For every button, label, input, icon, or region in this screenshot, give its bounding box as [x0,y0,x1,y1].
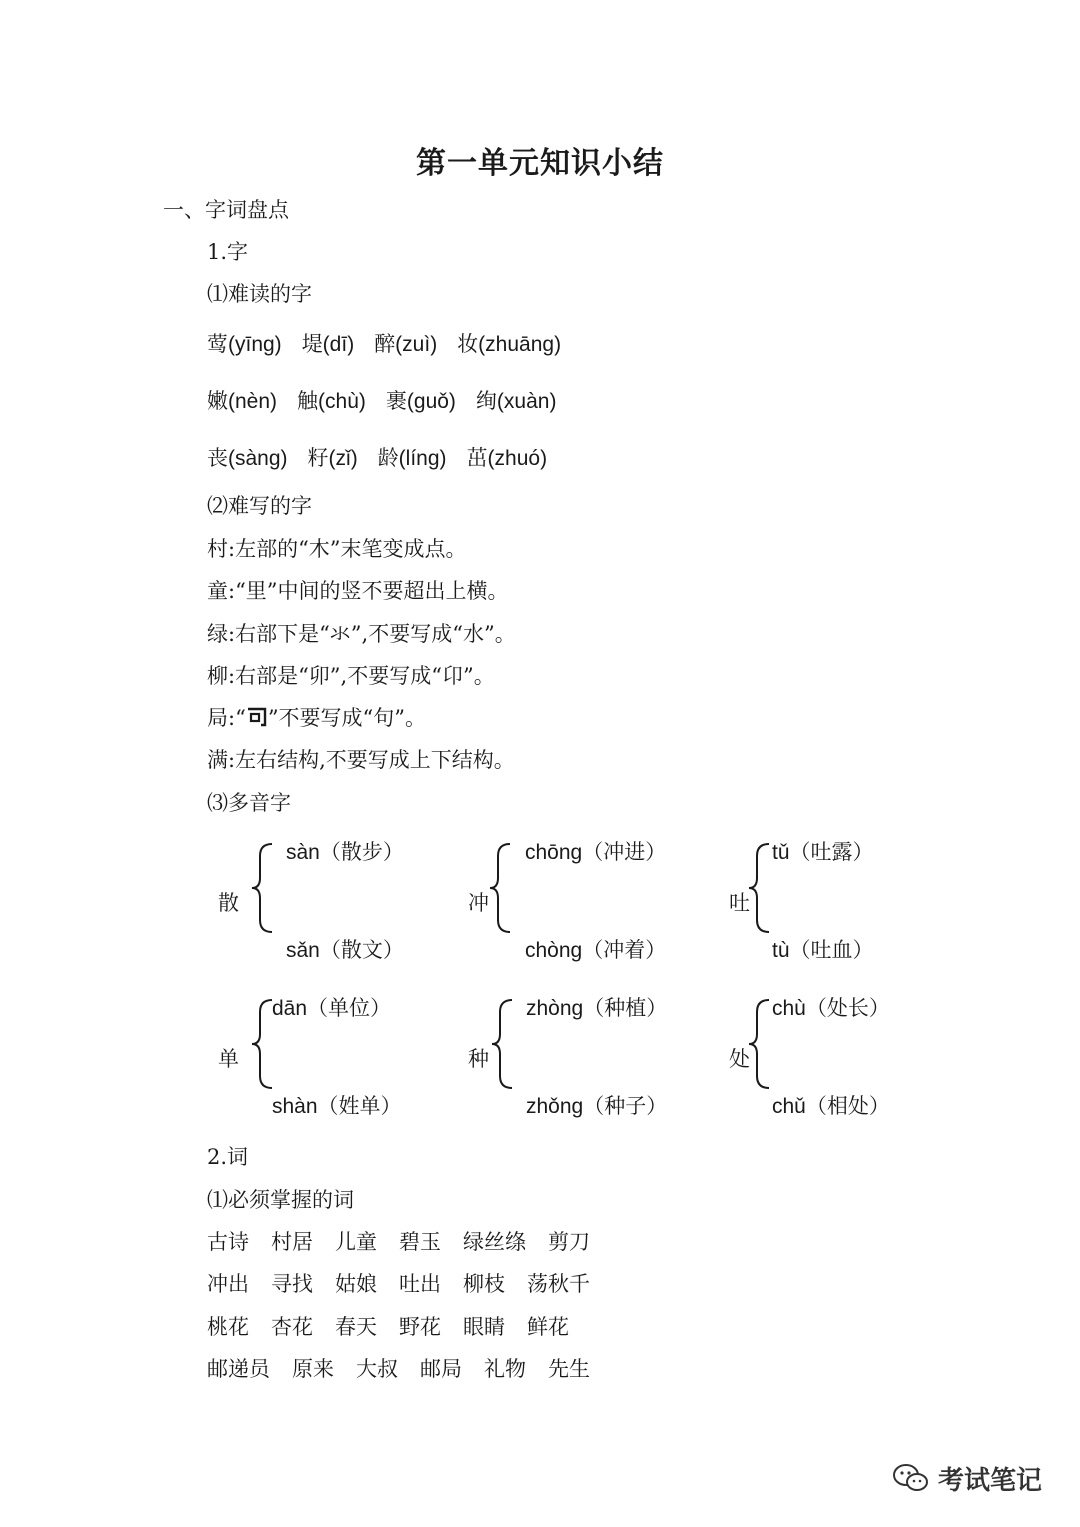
special-glyph-icon [246,706,268,728]
hard-write-line: 童:“里”中间的竖不要超出上横。 [207,579,509,603]
reading-bottom: shàn（姓单） [272,1095,402,1118]
word-item: 眼睛 [463,1315,505,1339]
word-item: 村居 [271,1230,313,1254]
pinyin-item: 莺(yīng) [207,333,282,356]
polyphone-char: 种 [468,1047,489,1071]
word-item: 春天 [335,1315,377,1339]
section-heading-words: 一、字词盘点 [163,198,289,222]
wechat-icon [892,1462,930,1494]
hard-write-line: 柳:右部是“卯”,不要写成“卬”。 [207,664,495,688]
word-item: 冲出 [207,1272,249,1296]
polyphone-char: 散 [218,891,239,915]
polyphone-char: 冲 [468,891,489,915]
pinyin-item: 绚(xuàn) [475,390,557,413]
polyphone-group [218,838,458,978]
hard-read-heading: ⑴难读的字 [207,282,312,306]
polyphone-heading: ⑶多音字 [207,791,291,815]
word-item: 姑娘 [335,1272,377,1296]
pinyin-item: 龄(líng) [377,447,447,470]
watermark-text: 考试笔记 [938,1465,1043,1496]
polyphone-group [468,994,708,1134]
hard-write-line: 村:左部的“木”末笔变成点。 [207,537,467,561]
pinyin-item: 茁(zhuó) [466,447,548,470]
pinyin-item: 丧(sàng) [207,447,288,470]
ju-glyph [246,706,268,728]
word-item: 大叔 [356,1357,398,1381]
subheading-words: 2.词 [207,1145,249,1169]
pinyin-item: 籽(zǐ) [307,447,358,470]
polyphone-group [468,838,708,978]
word-item: 荡秋千 [527,1272,590,1296]
polyphone-char: 处 [729,1047,750,1071]
word-item: 碧玉 [399,1230,441,1254]
word-item: 儿童 [335,1230,377,1254]
reading-bottom: zhǒng（种子） [526,1095,668,1118]
word-item: 桃花 [207,1315,249,1339]
polyphone-char: 吐 [729,891,750,915]
ju-prefix: 局:“ [207,706,246,730]
word-item: 先生 [548,1357,590,1381]
reading-top: tǔ（吐露） [772,841,874,864]
reading-top: chù（处长） [772,997,890,1020]
reading-top: chōng（冲进） [525,841,667,864]
reading-bottom: sǎn（散文） [286,939,404,962]
word-item: 古诗 [207,1230,249,1254]
word-row [207,1312,591,1342]
hard-write-line: 满:左右结构,不要写成上下结构。 [207,748,515,772]
word-item: 邮局 [420,1357,462,1381]
word-item: 邮递员 [207,1357,270,1381]
polyphone-group [218,994,458,1134]
word-item: 寻找 [271,1272,313,1296]
page-title: 第一单元知识小结 [416,146,664,181]
reading-top: zhòng（种植） [526,997,668,1020]
hard-read-row [207,443,567,474]
word-item: 鲜花 [527,1315,569,1339]
watermark [892,1458,1042,1498]
polyphone-char: 单 [218,1047,239,1071]
pinyin-item: 触(chù) [297,390,366,413]
hard-write-line-ju [207,703,426,733]
reading-top: dān（单位） [272,997,392,1020]
word-item: 吐出 [399,1272,441,1296]
pinyin-item: 妆(zhuāng) [457,333,562,356]
pinyin-item: 堤(dī) [301,333,355,356]
brace-icon [488,842,518,934]
must-words-heading: ⑴必须掌握的词 [207,1188,354,1212]
word-row [207,1269,612,1299]
pinyin-item: 嫩(nèn) [207,390,278,413]
reading-bottom: chòng（冲着） [525,939,667,962]
word-item: 杏花 [271,1315,313,1339]
word-item: 原来 [292,1357,334,1381]
word-item: 柳枝 [463,1272,505,1296]
hard-write-heading: ⑵难写的字 [207,494,312,518]
word-item: 剪刀 [548,1230,590,1254]
hard-read-row [207,329,581,360]
brace-icon [490,998,520,1090]
hard-read-row [207,386,576,417]
reading-bottom: tù（吐血） [772,939,874,962]
word-item: 礼物 [484,1357,526,1381]
pinyin-item: 裹(guǒ) [385,390,456,413]
reading-bottom: chǔ（相处） [772,1095,890,1118]
word-row [207,1227,612,1257]
reading-top: sàn（散步） [286,841,404,864]
polyphone-group [729,994,969,1134]
word-row [207,1354,612,1384]
subheading-characters: 1.字 [207,240,249,264]
polyphone-group [729,838,969,978]
hard-write-line: 绿:右部下是“氺”,不要写成“水”。 [207,622,516,646]
ju-suffix: ”不要写成“句”。 [267,706,427,730]
pinyin-item: 醉(zuì) [374,333,438,356]
word-item: 野花 [399,1315,441,1339]
brace-icon [250,842,280,934]
word-item: 绿丝绦 [463,1230,526,1254]
